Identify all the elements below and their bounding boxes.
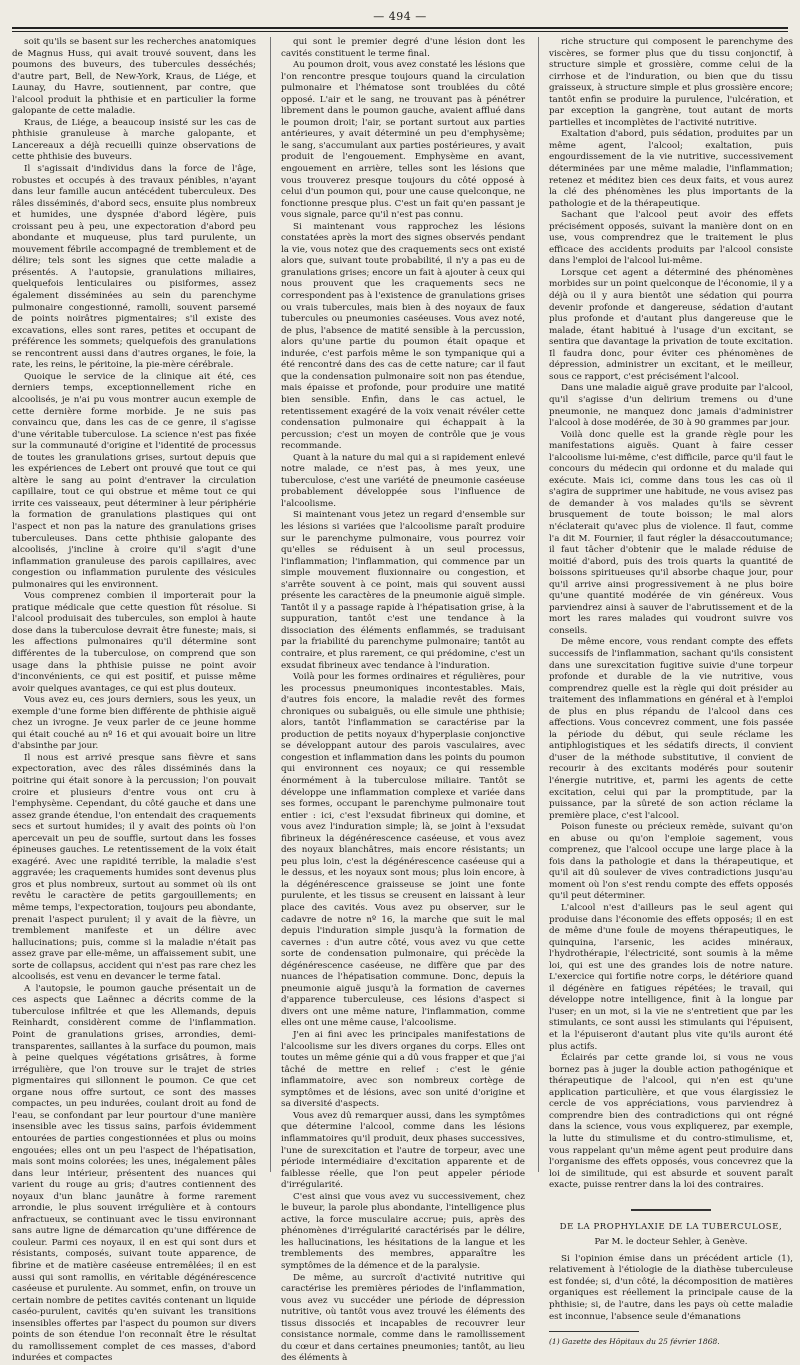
paragraph: Poison funeste ou précieux remède, suivant qu'on en abuse ou qu'on l'emploie sagement, vous comprenez, que l'alcool occupe une large place à la fois dans la pathologie et dans la thérapeutique, et qu'il ait dû soulever de vives contradictions jusqu'au moment où l'on s'est rendu compte des effets opposés qu'il peut déterminer.	[549, 822, 793, 902]
paragraph: Dans une maladie aiguë grave produite par l'alcool, qu'il s'agisse d'un delirium tremens ou d'une pneumonie, ne manquez donc jamais d'administrer l'alcool à dose modérée, de 30 à 90 grammes par jour.	[549, 383, 793, 429]
paragraph: Vous avez dû remarquer aussi, dans les symptômes que détermine l'alcool, comme dans les lésions inflammatoires qu'il produit, deux phases successives, l'une de surexcitation et l'autre de torpeur, avec une période intermédiaire d'excitation apparente et de faiblesse réelle, que l'on peut appeler période d'irrégularité.	[281, 1110, 525, 1191]
footnote: (1) Gazette des Hôpitaux du 25 février 1868.	[549, 1337, 720, 1347]
paragraph: Lorsque cet agent a déterminé des phénomènes morbides sur un point quelconque de l'économie, il y a déjà ou il y aura bientôt une sédation qui pourra devenir profonde et dangereuse, sédation d'autant plus profonde et d'autant plus dangereuse que le malade, étant habitué à l'usage d'un excitant, se sentira que davantage la privation de toute excitation. Il faudra donc, pour éviter ces phénomènes de dépression, administrer un excitant, et le meilleur, sous ce rapport, c'est précisément l'alcool.	[549, 267, 793, 382]
page-number: — 494 —	[373, 10, 427, 23]
section-ornament	[549, 1206, 793, 1212]
paragraph: Si maintenant vous jetez un regard d'ensemble sur les lésions si variées que l'alcoolisme paraît produire sur le parenchyme pulmonaire, vous pourrez voir qu'elles se réduisent à un seul processus, l'inflammation; l'inflammation, qui commence par un simple mouvement fluxionnaire ou congestion, et s'arrête souvent à ce point, mais qui souvent aussi présente les caractères de la pneumonie aiguë simple. Tantôt il y a passage rapide à l'hépatisation grise, à la suppuration, tantôt c'est une tendance à la dissociation des éléments enflammés, se traduisant par la friabilité du parenchyme pulmonaire; tantôt au contraire, et plus rarement, ce qui prédomine, c'est un exsudat fibrineux avec tendance à l'induration.	[281, 510, 525, 671]
paragraph: Quant à la nature du mal qui a si rapidement enlevé notre malade, ce n'est pas, à mes yeux, une tuberculose, c'est une variété de pneumonie caséeuse probablement développée sous l'influence de l'alcoolisme.	[281, 452, 525, 509]
paragraph: J'en ai fini avec les principales manifestations de l'alcoolisme sur les divers organes du corps. Elles ont toutes un même génie qui a dû vous frapper et que j'ai tâché de mettre en relief : c'est le génie inflammatoire, avec son nombreux cortège de symptômes et de lésions, avec son unité d'origine et sa diversité d'aspects.	[281, 1030, 525, 1110]
paragraph: De même, au surcroît d'activité nutritive qui caractérise les premières périodes de l'inflammation, vous avez vu succéder une période de dépression nutritive, où tantôt vous avez trouvé les éléments des tissus dissociés et incapables de recouvrer leur consistance normale, comme dans le ramollissement du cœur et dans certaines pneumonies; tantôt, au lieu des éléments à	[281, 1272, 525, 1364]
paragraph: De même encore, vous rendant compte des effets successifs de l'inflammation, sachant qu'ils consistent dans une surexcitation fugitive suivie d'une torpeur profonde et durable de la vie nutritive, vous comprendrez quelle est la règle qui doit présider au traitement des inflammations en général et à l'emploi de plus en plus répandu de l'alcool dans ces affections. Vous concevrez comment, une fois passée la période du début, qui seule réclame les antiphlogistiques et les sédatifs directs, il convient d'user de la méthode substitutive, il convient de recourir à des excitants modérés pour soutenir l'énergie nutritive, et, parmi les agents de cette excitation, celui qui par la promptitude, par la puissance, par la sûreté de son action réclame la première place, c'est l'alcool.	[549, 637, 793, 821]
paragraph: A l'autopsie, le poumon gauche présentait un de ces aspects que Laënnec a décrits comme de la tuberculose infiltrée et que les Allemands, depuis Reinhardt, considèrent comme de l'inflammation. Point de granulations grises, arrondies, demi-transparentes, saillantes à la surface du poumon, mais à peine quelques végétations grisâtres, à forme irrégulière, que l'on trouve sur le trajet de stries pigmentaires qui sillonnent le poumon. Ce que cet organe nous offre surtout, ce sont des masses compactes, un peu indurées, coulant droit au fond de l'eau, se confondant par leur pourtour d'une manière insensible avec les tissus sains, parfois évidemment entourées de parties congestionnées et plus ou moins engouées; elles ont un peu l'aspect de l'hépatisation, mais sont moins colorées; les unes, inégalement pâles dans leur intérieur, présentent des nuances qui varient du rouge au gris; d'autres contiennent des noyaux d'un blanc jaunâtre à forme rarement arrondie, le plus souvent irrégulière et à contours anfractueux, se continuant avec le tissu environnant sans autre ligne de démarcation qu'une différence de couleur. Parmi ces noyaux, il en est qui sont durs et résistants, composés, suivant toute apparence, de fibrine et de matière caséeuse entremêlées; il en est aussi qui sont ramollis, en véritable dégénérescence caséeuse et purulente. Au sommet, enfin, on trouve un certain nombre de petites cavités contenant un liquide caséo-purulent, cavités qu'en suivant les transitions insensibles offertes par l'aspect du poumon sur divers points de son étendue l'on reconnaît être le résultat du ramollissement complet de ces masses, d'abord indurées et compactes	[12, 983, 256, 1364]
column-right	[549, 37, 793, 1347]
paragraph: soit qu'ils se basent sur les recherches anatomiques de Magnus Huss, qui avait trouvé souvent, dans les poumons des buveurs, des tubercules desséchés; d'autre part, Bell, de New-York, Kraus, de Liége, et Launay, du Havre, soutiennent, par contre, que l'alcool produit la phthisie et en particulier la forme galopante de cette maladie.	[12, 37, 256, 117]
paragraph: Voilà pour les formes ordinaires et régulières, pour les processus pneumoniques incontestables. Mais, d'autres fois encore, la maladie revêt des formes chroniques ou subaiguës, ou elle simule une phthisie; alors, tantôt l'inflammation se caractérise par la production de petits noyaux d'hyperplasie conjonctive se développant autour des parois vasculaires, avec congestion et inflammation dans les points du poumon qui environnent ces noyaux; ce qui ressemble énormément à la tuberculose miliaire. Tantôt se développe une inflammation complexe et variée dans ses formes, occupant le parenchyme pulmonaire tout entier : ici, c'est l'exsudat fibrineux qui domine, et vous avez l'induration simple; là, se joint à l'exsudat fibrineux la dégénérescence caséeuse, et vous avez des noyaux blanchâtres, mais encore résistants; un peu plus loin, c'est la dégénérescence caséeuse qui a le dessus, et les noyaux sont mous; plus loin encore, à la dégénérescence graisseuse se joint une fonte purulente, et les tissus se creusent en laissant à leur place des cavités. Vous avez pu observer, sur le cadavre de notre nº 16, la marche que suit le mal depuis l'induration simple jusqu'à la formation de cavernes : d'un autre côté, vous avez vu que cette sorte de condensation pulmonaire, qui précède la dégénérescence caséeuse, ne diffère que par des nuances de l'hépatisation commune. Donc, depuis la pneumonie aiguë jusqu'à la formation de cavernes d'apparence tuberculeuse, ces lésions d'aspect si divers ont une même nature, l'inflammation, comme elles ont une même cause, l'alcoolisme.	[281, 672, 525, 1029]
paragraph: Vous avez eu, ces jours derniers, sous les yeux, un exemple d'une forme bien différente de phthisie aiguë chez un ivrogne. Je veux parler de ce jeune homme qui était couché au nº 16 et qui avouait boire un litre d'absinthe par jour.	[12, 695, 256, 752]
paragraph: Voilà donc quelle est la grande règle pour les manifestations aiguës. Quant à faire cesser l'alcoolisme lui-même, c'est difficile, parce qu'il faut le concours du médecin qui ordonne et du malade qui exécute. Mais ici, comme dans tous les cas où il s'agira de supprimer une habitude, ne vous avisez pas de demander à vos malades qu'ils se sèvrent brusquement de toute boisson; le mal alors n'éclaterait qu'avec plus de violence. Il faut, comme l'a dit M. Fournier, il faut régler la désaccoutumance; il faut tâcher d'obtenir que le malade réduise de moitié d'abord, puis des trois quarts la quantité de boissons spiritueuses qu'il absorbe chaque jour, pour qu'il arrive ainsi progressivement à ne plus boire qu'une quantité modérée de vin généreux. Vous parviendrez ainsi à sauver de l'abrutissement et de la mort les rares malades qui voudront suivre vos conseils.	[549, 429, 793, 636]
paragraph: Si l'opinion émise dans un précédent article (1), relativement à l'étiologie de la diathèse tuberculeuse est fondée; si, d'un côté, la décomposition de matières organiques est réellement la principale cause de la phthisie; si, de l'autre, dans les pays où cette maladie est inconnue, l'absence seule d'émanations	[549, 1253, 793, 1322]
paragraph: Quoique le service de la clinique ait été, ces derniers temps, exceptionnellement riche en alcoolisés, je n'ai pu vous montrer aucun exemple de cette dernière forme morbide. Je ne suis pas convaincu que, dans les cas de ce genre, il s'agisse d'une véritable tuberculose. La science n'est pas fixée sur la communauté d'origine et l'identité de processus de toutes les granulations grises, surtout depuis que les expériences de Lebert ont prouvé que tout ce qui altère le sang au point d'entraver la circulation capillaire, tout ce qui obstrue et même tout ce qui irrite ces vaisseaux, peut déterminer à leur périphérie la formation de granulations plastiques qui ont l'aspect et non pas la nature des granulations grises tuberculeuses. Dans cette phthisie galopante des alcoolisés, j'incline à croire qu'il s'agit d'une inflammation granuleuse des parois capillaires, avec congestion ou inflammation purulente des vésicules pulmonaires qui les environnent.	[12, 371, 256, 590]
paragraph: Kraus, de Liége, a beaucoup insisté sur les cas de phthisie granuleuse à marche galopante, et Lancereaux a déjà recueilli quinze observations de cette phthisie des buveurs.	[12, 117, 256, 163]
header-rule	[12, 27, 788, 29]
paragraph: Exaltation d'abord, puis sédation, produites par un même agent, l'alcool; exaltation, puis engourdissement de la vie nutritive, successivement déterminées par une même maladie, l'inflammation; retenez et méditez bien ces deux faits, et vous aurez la clé des phénomènes les plus importants de la pathologie et de la thérapeutique.	[549, 129, 793, 209]
column-divider	[270, 37, 271, 1172]
paragraph: Sachant que l'alcool peut avoir des effets précisément opposés, suivant la manière dont on en use, vous comprendrez que le traitement le plus efficace des accidents produits par l'alcool consiste dans l'emploi de l'alcool lui-même.	[549, 210, 793, 267]
paragraph: C'est ainsi que vous avez vu successivement, chez le buveur, la parole plus abondante, l'intelligence plus active, la force musculaire accrue; puis, après des phénomènes d'irrégularité caractérisés par le délire, les hallucinations, les hésitations de la langue et les tremblements des membres, apparaître les symptômes de la démence et de la paralysie.	[281, 1191, 525, 1271]
column-divider	[538, 37, 539, 1172]
paragraph: Si maintenant vous rapprochez les lésions constatées après la mort des signes observés pendant la vie, vous notez que des craquements secs ont existé alors que, suivant toute probabilité, il n'y a pas eu de granulations grises; encore un fait à ajouter à ceux qui nous prouvent que les craquements secs ne correspondent pas à l'existence de granulations grises ou vrais tubercules, mais bien à des noyaux de faux tubercules ou pneumonies caséeuses. Vous avez noté, de plus, l'absence de matité sensible à la percussion, alors qu'une partie du poumon était opaque et indurée, c'est parfois même le son tympanique qui a été rencontré dans des cas de cette nature; car il faut que la condensation pulmonaire soit non pas étendue, mais épaisse et profonde, pour produire une matité bien sensible. Enfin, dans le cas actuel, le retentissement exagéré de la voix venait révéler cette condensation pulmonaire qui échappait à la percussion; c'est un moyen de contrôle que je vous recommande.	[281, 221, 525, 452]
paragraph: Au poumon droit, vous avez constaté les lésions que l'on rencontre presque toujours quand la circulation pulmonaire et l'hématose sont troublées du côté opposé. L'air et le sang, ne trouvant pas à pénétrer librement dans le poumon gauche, avaient afflué dans le poumon droit; l'air, se portant surtout aux parties antérieures, y avait déterminé un peu d'emphysème; le sang, s'accumulant aux parties postérieures, y avait produit de l'engouement. Emphysème en avant, engouement en arrière, telles sont les lésions que vous trouverez presque toujours du côté opposé à celui d'un poumon qui, pour une cause quelconque, ne fonctionne presque plus. C'est un fait qu'en passant je vous signale, parce qu'il n'est pas connu.	[281, 60, 525, 221]
column-left	[12, 37, 256, 1364]
paragraph: Il nous est arrivé presque sans fièvre et sans expectoration, avec des râles disséminés dans la poitrine qui était sonore à la percussion; l'on pouvait croire et plusieurs d'entre vous ont cru à l'emphysème. Cependant, du côté gauche et dans une assez grande étendue, l'on entendait des craquements secs et surtout humides; il y avait des points où l'on apercevait un peu de souffle, surtout dans les fosses épineuses gauches. Le retentissement de la voix était exagéré. Avec une rapidité terrible, la maladie s'est aggravée; les craquements humides sont devenus plus gros et plus nombreux, surtout au sommet où ils ont revêtu le caractère de petits gargouillements; en même temps, l'expectoration, toujours peu abondante, prenait l'aspect purulent; il y avait de la fièvre, un tremblement manifeste et un délire avec hallucinations; puis, comme si la maladie n'était pas assez grave par elle-même, un affaissement subit, une sorte de collapsus, accident qui n'est pas rare chez les alcoolisés, est venu en devancer le terme fatal.	[12, 752, 256, 983]
paragraph: Il s'agissait d'individus dans la force de l'âge, robustes et occupés à des travaux pénibles, n'ayant dans leur famille aucun antécédent tuberculeux. Des râles disséminés, d'abord secs, ensuite plus nombreux et humides, une dyspnée d'abord légère, puis croissant peu à peu, une expectoration d'abord peu abondante et muqueuse, plus tard purulente, un mouvement fébrile accompagné de tremblement et de délire; tels sont les signes que cette maladie a présentés. A l'autopsie, granulations miliaires, quelquefois lenticulaires ou pisiformes, assez également disséminées au sein du parenchyme pulmonaire congestionné, ramolli, souvent parsemé de points noirâtres pigmentaires; s'il existe des excavations, elles sont rares, petites et occupant de préférence les sommets; quelquefois des granulations se rencontrent aussi dans d'autres organes, le foie, la rate, les reins, le péritoine, la pie-mère cérébrale.	[12, 164, 256, 371]
column-middle	[281, 37, 525, 1364]
paragraph: Éclairés par cette grande loi, si vous ne vous bornez pas à juger la double action pathogénique et thérapeutique de l'alcool, qui n'en est qu'une application particulière, et que vous élargissiez le cercle de vos appréciations, vous parviendrez à comprendre bien des contradictions qui ont régné dans la science, vous vous expliquerez, par exemple, la lutte du stimulisme et du contro-stimulisme, et, vous rappelant qu'un même agent peut produire dans l'organisme des effets opposés, vous concevrez que la loi de similitude, qui est absurde et souvent paraît exacte, puisse rentrer dans la loi des contraires.	[549, 1053, 793, 1191]
article-title: DE LA PROPHYLAXIE DE LA TUBERCULOSE,	[559, 1221, 783, 1232]
footnote-rule	[549, 1331, 639, 1332]
paragraph: L'alcool n'est d'ailleurs pas le seul agent qui produise dans l'économie des effets opposés; il en est de même d'une foule de moyens thérapeutiques, le quinquina, l'arsenic, les acides minéraux, l'hydrothérapie, l'électricité, sont soumis à la même loi, qui est une des grandes lois de notre nature. L'exercice qui fortifie notre corps, le détériore quand il dégénère en fatigues répétées; le travail, qui développe notre intelligence, finit à la longue par l'user; en un mot, si la vie ne s'entretient que par les stimulants, ce sont aussi les stimulants qui l'épuisent, et la l'épuiseront d'autant plus vite qu'ils auront été plus actifs.	[549, 903, 793, 1052]
header-rule-thin	[12, 31, 788, 32]
paragraph: qui sont le premier degré d'une lésion dont les cavités constituent le terme final.	[281, 37, 525, 59]
paragraph: riche structure qui composent le parenchyme des viscères, se former plus que du tissu conjonctif, à structure simple et grossière, comme celui de la cirrhose et de l'induration, ou bien que du tissu graisseux, à structure simple et plus grossière encore; tantôt enfin se produire la purulence, l'ulcération, et par exception la gangrène, tout autant de morts partielles et incomplètes de l'activité nutritive.	[549, 37, 793, 128]
paragraph: Vous comprenez combien il importerait pour la pratique médicale que cette question fût résolue. Si l'alcool produisait des tubercules, son emploi à haute dose dans la tuberculose devrait être funeste; mais, si les affections pulmonaires qu'il détermine sont différentes de la tuberculose, on comprend que son usage dans la phthisie puisse ne point avoir d'inconvénients, ce qui est positif, et puisse même avoir quelques avantages, ce qui est plus douteux.	[12, 591, 256, 694]
article-byline: Par M. le docteur Sehler, à Genève.	[594, 1237, 748, 1248]
